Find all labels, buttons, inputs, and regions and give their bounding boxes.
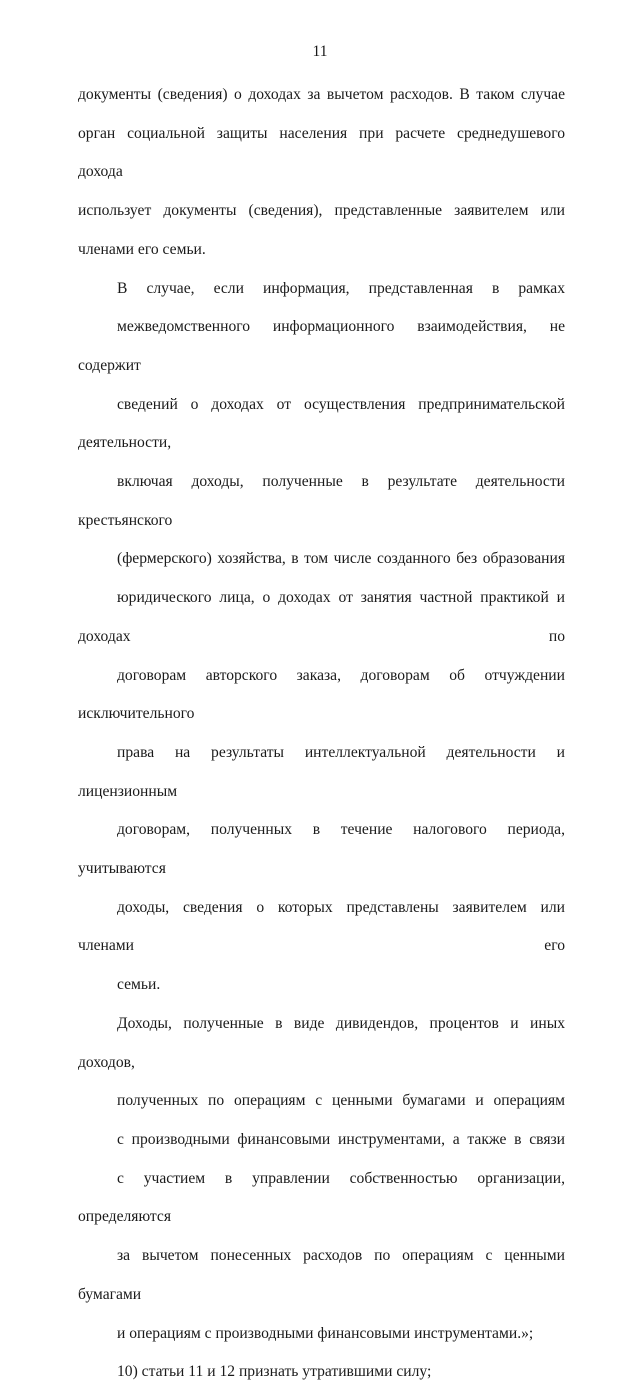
page-number: 11 [312,43,328,60]
text-line: и операциям с производными финансовыми инструментами.»; [117,1324,534,1342]
paragraph-articles-repealed [78,1353,565,1392]
text-line: документы (сведения) о доходах за вычетом расходов. В таком случае [78,86,565,103]
text-line: включая доходы, полученные в результате деятельности крестьянского [78,473,565,529]
document-body [78,76,565,1392]
text-line: права на результаты интеллектуальной деятельности и лицензионным [78,743,565,800]
text-line: за вычетом понесенных расходов по операциям с ценными бумагами [78,1247,565,1303]
text-line: доходы, сведения о которых представлены заявителем или членами его [78,898,565,955]
text-line: договорам авторского заказа, договорам об отчуждении исключительного [78,666,565,723]
text-line: юридического лица, о доходах от занятия частной практикой и доходах по [78,589,565,645]
text-line: Доходы, полученные в виде дивидендов, процентов и иных доходов, [78,1014,565,1071]
text-line: с производными финансовыми инструментами, а также в связи [117,1130,565,1148]
text-line: членами его семьи. [78,240,206,258]
paragraph-interagency-information [78,270,565,1005]
text-line: сведений о доходах от осуществления предпринимательской деятельности, [78,395,565,452]
text-line: 10) статьи 11 и 12 признать утратившими силу; [117,1363,432,1381]
text-line: семьи. [117,976,161,994]
text-line: использует документы (сведения), представленные заявителем или [78,202,565,220]
text-line: межведомственного информационного взаимодействия, не содержит [78,318,565,374]
text-line: полученных по операциям с ценными бумагами и операциям [117,1092,565,1110]
paragraph-income-documents [78,76,565,270]
text-line: орган социальной защиты населения при расчете среднедушевого дохода [78,124,565,181]
text-line: В случае, если информация, представленная в рамках [117,279,565,297]
paragraph-dividend-income [78,1005,565,1353]
text-line: договорам, полученных в течение налогового периода, учитываются [78,821,565,878]
text-line: (фермерского) хозяйства, в том числе созданного без образования [117,550,565,568]
text-line: с участием в управлении собственностью организации, определяются [78,1169,565,1226]
